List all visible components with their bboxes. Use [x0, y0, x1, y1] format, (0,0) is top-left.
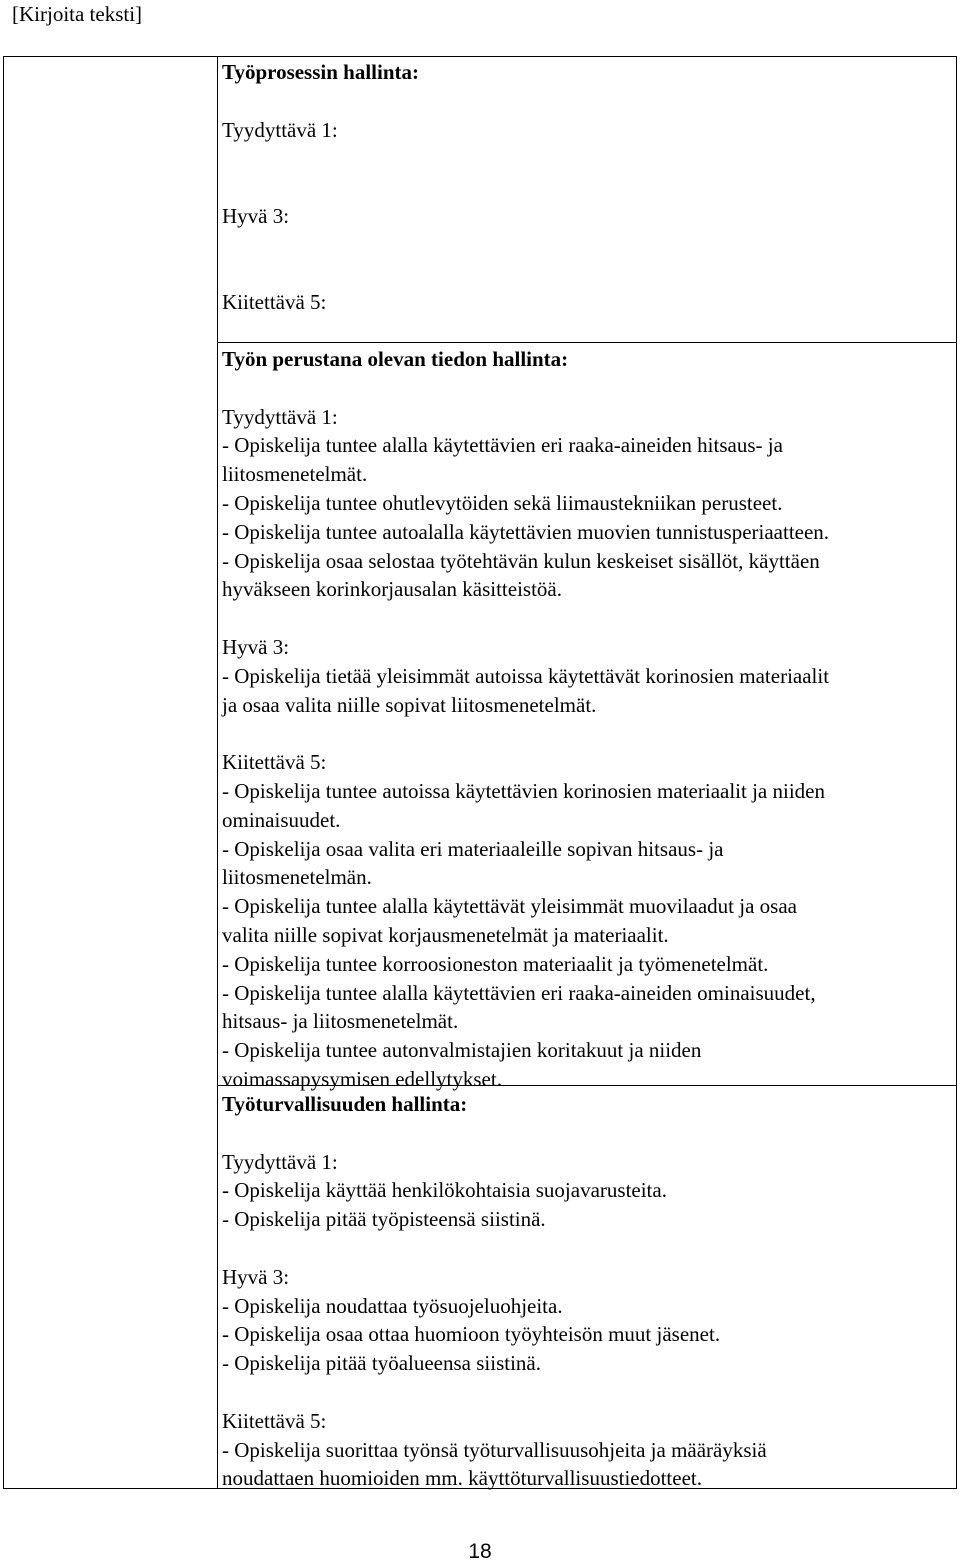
list-item: - Opiskelija suorittaa työnsä työturvallisuusohjeita ja määräyksiä: [222, 1437, 767, 1462]
list-item: - Opiskelija tuntee autoalalla käytettävien muovien tunnistusperiaatteen.: [222, 519, 830, 544]
list-item: - Opiskelija tuntee alalla käytettävien eri raaka-aineiden hitsaus- ja: [222, 433, 783, 458]
list-item: hitsaus- ja liitosmenetelmät.: [222, 1009, 459, 1034]
list-item: - Opiskelija tuntee alalla käytettävät yleisimmät muovilaadut ja osaa: [222, 894, 797, 919]
list-item: - Opiskelija osaa ottaa huomioon työyhteisön muut jäsenet.: [222, 1322, 721, 1347]
list-item: ja osaa valita niille sopivat liitosmenetelmät.: [222, 692, 597, 717]
page-header: [Kirjoita teksti]: [12, 2, 143, 26]
column-divider: [217, 57, 218, 1488]
list-item: - Opiskelija tuntee korroosioneston materiaalit ja työmenetelmät.: [222, 951, 769, 976]
list-item: ominaisuudet.: [222, 807, 341, 832]
list-item: - Opiskelija tuntee ohutlevytöiden sekä liimaustekniikan perusteet.: [222, 490, 783, 515]
list-item: valita niille sopivat korjausmenetelmät ja materiaalit.: [222, 922, 669, 947]
section-title: Työn perustana olevan tiedon hallinta:: [222, 347, 569, 371]
page-number: 18: [468, 1540, 492, 1563]
list-item: liitosmenetelmät.: [222, 462, 368, 487]
list-item: - Opiskelija noudattaa työsuojeluohjeita.: [222, 1293, 563, 1318]
section-tyoprosessi: [222, 58, 947, 317]
list-item: liitosmenetelmän.: [222, 865, 372, 890]
list-item: - Opiskelija käyttää henkilökohtaisia suojavarusteita.: [222, 1178, 667, 1203]
list-item: - Opiskelija tuntee alalla käytettävien eri raaka-aineiden ominaisuudet,: [222, 980, 816, 1005]
level-label: Hyvä 3:: [222, 1264, 290, 1289]
list-item: - Opiskelija tuntee autoissa käytettävien korinosien materiaalit ja niiden: [222, 778, 825, 803]
list-item: - Opiskelija pitää työpisteensä siistinä.: [222, 1207, 546, 1232]
section-title: Työprosessin hallinta:: [222, 60, 420, 84]
level-label: Kiitettävä 5:: [222, 290, 327, 315]
list-item: - Opiskelija pitää työalueensa siistinä.: [222, 1351, 541, 1376]
section-tiedon-hallinta: [222, 345, 947, 1094]
list-item: voimassapysymisen edellytykset.: [222, 1066, 502, 1091]
section-tyoturvallisuus: [222, 1090, 947, 1493]
level-label: Hyvä 3:: [222, 203, 290, 228]
level-label: Tyydyttävä 1:: [222, 404, 338, 429]
level-label: Hyvä 3:: [222, 634, 290, 659]
list-item: noudattaen huomioiden mm. käyttöturvallisuustiedotteet.: [222, 1466, 702, 1491]
section-title: Työturvallisuuden hallinta:: [222, 1092, 468, 1116]
row-divider: [217, 342, 956, 343]
level-label: Kiitettävä 5:: [222, 750, 327, 775]
list-item: - Opiskelija osaa valita eri materiaaleille sopivan hitsaus- ja: [222, 836, 724, 861]
list-item: - Opiskelija osaa selostaa työtehtävän kulun keskeiset sisällöt, käyttäen: [222, 548, 820, 573]
list-item: hyväkseen korinkorjausalan käsitteistöä.: [222, 577, 562, 602]
level-label: Tyydyttävä 1:: [222, 1149, 338, 1174]
level-label: Kiitettävä 5:: [222, 1408, 327, 1433]
level-label: Tyydyttävä 1:: [222, 117, 338, 142]
list-item: - Opiskelija tietää yleisimmät autoissa käytettävät korinosien materiaalit: [222, 663, 830, 688]
list-item: - Opiskelija tuntee autonvalmistajien koritakuut ja niiden: [222, 1038, 702, 1063]
